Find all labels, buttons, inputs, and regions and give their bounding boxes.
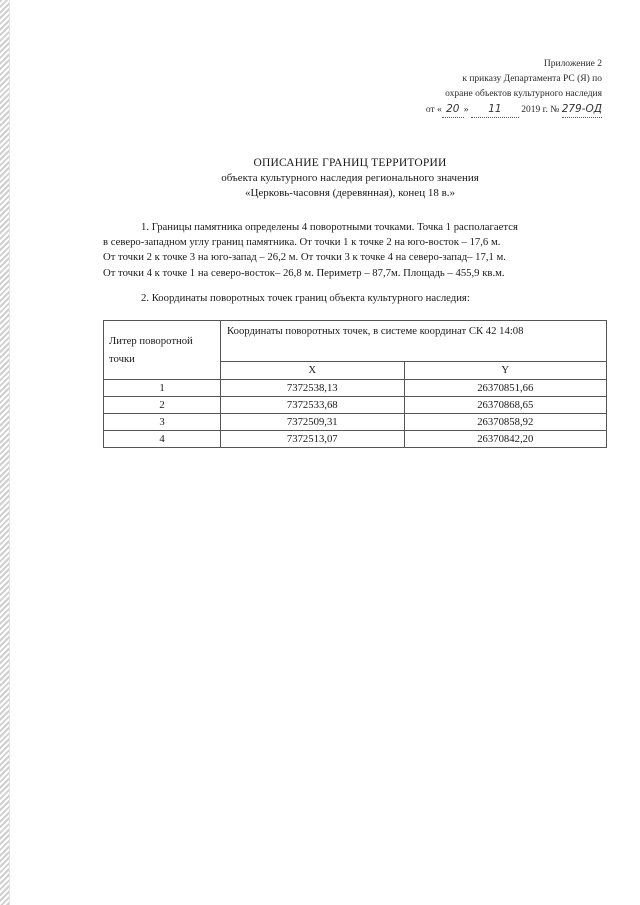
- table-header-row: [104, 321, 607, 362]
- cell-point: 1: [104, 380, 221, 397]
- cell-y: 26370858,92: [404, 414, 606, 431]
- cell-point: 3: [104, 414, 221, 431]
- date-prefix: от «: [425, 105, 442, 115]
- paragraph1-line-3: От точки 2 к точке 3 на юго-запад – 26,2 м. От точки 3 к точке 4 на северо-запад– 17,1 м.: [103, 251, 506, 264]
- appendix-line-1: Приложение 2: [543, 59, 602, 69]
- paragraph-coordinates-intro: 2. Координаты поворотных точек границ объекта культурного наследия:: [141, 292, 470, 304]
- date-year: 2019 г. №: [521, 105, 560, 115]
- date-day: 20: [442, 102, 464, 118]
- table-row: [104, 431, 607, 448]
- appendix-line-3: охране объектов культурного наследия: [445, 89, 602, 99]
- paragraph1-line-2: в северо-западном углу границ памятника. От точки 1 к точке 2 на юго-восток – 17,6 м.: [103, 236, 501, 249]
- date-sep: »: [463, 105, 469, 115]
- cell-y: 26370842,20: [404, 431, 606, 448]
- cell-point: 2: [104, 397, 221, 414]
- table-row: [104, 414, 607, 431]
- paragraph-boundaries: [103, 220, 613, 281]
- cell-x: 7372513,07: [221, 431, 405, 448]
- table-row: [104, 380, 607, 397]
- header-x: X: [221, 361, 405, 379]
- coordinates-table: [103, 320, 607, 448]
- title-line-2: объекта культурного наследия регионального значения: [221, 172, 479, 184]
- document-title: [90, 156, 610, 201]
- paragraph1-line-4: От точки 4 к точке 1 на северо-восток– 26,8 м. Периметр – 87,7м. Площадь – 455,9 кв.м.: [103, 266, 505, 279]
- title-main: ОПИСАНИЕ ГРАНИЦ ТЕРРИТОРИИ: [253, 157, 447, 169]
- header-coordinates: Координаты поворотных точек, в системе координат СК 42 14:08: [221, 321, 607, 362]
- cell-x: 7372509,31: [221, 414, 405, 431]
- cell-x: 7372538,13: [221, 380, 405, 397]
- header-y: Y: [404, 361, 606, 379]
- order-number: 279-ОД: [562, 102, 602, 118]
- cell-x: 7372533,68: [221, 397, 405, 414]
- cell-point: 4: [104, 431, 221, 448]
- table-row: [104, 397, 607, 414]
- title-line-3: «Церковь-часовня (деревянная), конец 18 в.»: [244, 187, 456, 199]
- appendix-header: [426, 57, 602, 118]
- header-litera: Литер поворотной точки: [104, 321, 221, 380]
- date-month: 11: [471, 102, 519, 118]
- scan-edge-pattern: [0, 0, 10, 905]
- paragraph1-line-1: 1. Границы памятника определены 4 поворотными точками. Точка 1 располагается: [141, 221, 518, 233]
- cell-y: 26370851,66: [404, 380, 606, 397]
- appendix-date-line: [426, 102, 602, 118]
- appendix-line-2: к приказу Департамента РС (Я) по: [462, 74, 602, 84]
- cell-y: 26370868,65: [404, 397, 606, 414]
